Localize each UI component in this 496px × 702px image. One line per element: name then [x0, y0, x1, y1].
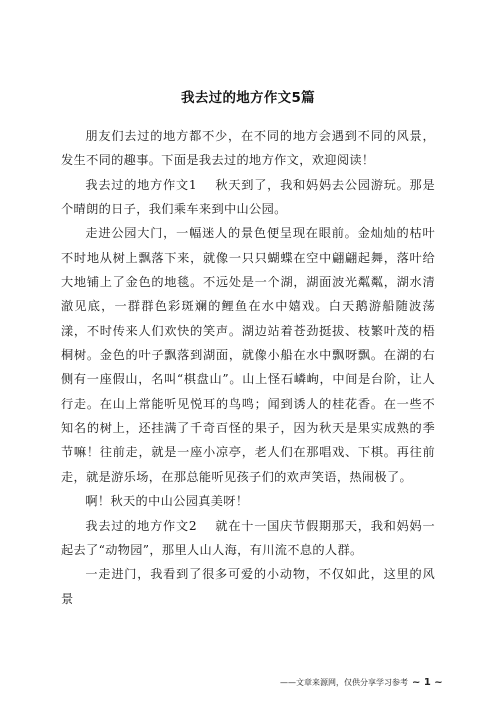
paragraph-text: 朋友们去过的地方都不少，在不同的地方会遇到不同的风景，发生不同的趣事。下面是我去过的地方作文，欢迎阅读！ [61, 129, 435, 168]
paragraph-exclamation [61, 489, 435, 513]
paragraph-essay-2 [61, 514, 435, 563]
footer-source-text: ——文章来源网，仅供分享学习参考 [280, 678, 408, 687]
page-footer [280, 677, 443, 688]
paragraph-text: 啊！秋天的中山公园真美呀！ [85, 494, 249, 509]
paragraph-text: 走进公园大门，一幅迷人的景色便呈现在眼前。金灿灿的枯叶不时地从树上飘落下来，就像一只只蝴蝶在空中翩翩起舞，落叶给大地铺上了金色的地毯。不远处是一个湖，湖面波光粼粼，湖水清澈见底，一群群色彩斑斓的鲤鱼在水中嬉戏。白天鹅游船随波荡漾，不时传来人们欢快的笑声。湖边站着苍劲挺拔、枝繁叶茂的梧桐树。金色的叶子飘落到湖面，就像小船在水中飘呀飘。在湖的右侧有一座假山，名叫“棋盘山”。山上怪石嶙峋，中间是台阶，让人行走。在山上常能听见悦耳的鸟鸣；闻到诱人的桂花香。在一些不知名的树上，还挂满了千奇百怪的果子，因为秋天是果实成熟的季节嘛！往前走，就是一座小凉亭，老人们在那唱戏、下棋。再往前走，就是游乐场，在那总能听见孩子们的欢声笑语，热闹极了。 [61, 226, 435, 484]
page-number: ~ 1 ~ [412, 677, 443, 688]
document-title: 我去过的地方作文5篇 [181, 90, 315, 106]
document-body [61, 124, 435, 611]
paragraph-text: 秋天到了，我和妈妈去公园游玩。那是个晴朗的日子，我们乘车来到中山公园。 [61, 177, 435, 217]
paragraph-text: 一走进门，我看到了很多可爱的小动物，不仅如此，这里的风景 [61, 567, 435, 606]
paragraph-intro [61, 124, 435, 173]
essay-label: 我去过的地方作文2 [85, 518, 198, 533]
paragraph-text: 就在十一国庆节假期那天，我和妈妈一起去了“动物园”，那里人山人海，有川流不息的人群。 [61, 518, 435, 557]
paragraph-essay-1 [61, 173, 435, 222]
paragraph-zoo [61, 562, 435, 611]
paragraph-park-scenery [61, 221, 435, 489]
essay-label: 我去过的地方作文1 [85, 177, 198, 192]
